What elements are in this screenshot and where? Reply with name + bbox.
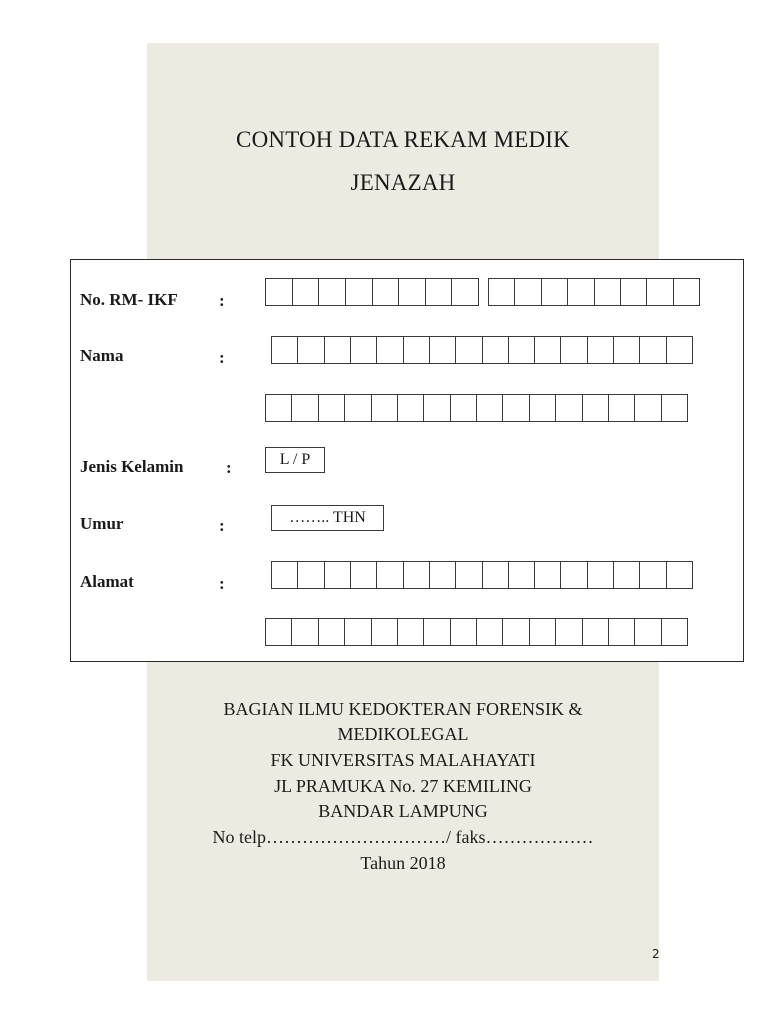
- phone-fax-line: No telp…………………………/ faks………………: [212, 827, 594, 847]
- address-colon: :: [219, 574, 225, 593]
- age-field[interactable]: …….. THN: [271, 505, 384, 531]
- gender-colon: :: [226, 458, 232, 477]
- rm-number-boxes-part-2[interactable]: [488, 278, 700, 306]
- rm-number-label: No. RM- IKF: [80, 290, 178, 309]
- gender-field[interactable]: L / P: [265, 447, 325, 473]
- document-title-line-1: CONTOH DATA REKAM MEDIK: [236, 127, 570, 152]
- rm-number-boxes-part-1[interactable]: [265, 278, 479, 306]
- institution-street-address: JL PRAMUKA No. 27 KEMILING: [274, 776, 532, 796]
- document-title-line-2: JENAZAH: [350, 170, 456, 195]
- institution-department-line-2: MEDIKOLEGAL: [337, 724, 469, 744]
- name-boxes-line-1[interactable]: [271, 336, 693, 364]
- institution-department-line-1: BAGIAN ILMU KEDOKTERAN FORENSIK &: [223, 699, 583, 719]
- year-line: Tahun 2018: [360, 853, 446, 873]
- name-label: Nama: [80, 346, 124, 365]
- page-number: 2: [652, 947, 660, 961]
- address-label: Alamat: [80, 572, 134, 591]
- age-label: Umur: [80, 514, 124, 533]
- name-colon: :: [219, 348, 225, 367]
- address-boxes-line-2[interactable]: [265, 618, 688, 646]
- address-boxes-line-1[interactable]: [271, 561, 693, 589]
- age-colon: :: [219, 516, 225, 535]
- gender-label: Jenis Kelamin: [80, 457, 184, 476]
- name-boxes-line-2[interactable]: [265, 394, 688, 422]
- institution-faculty: FK UNIVERSITAS MALAHAYATI: [270, 750, 536, 770]
- rm-number-colon: :: [219, 291, 225, 310]
- institution-city: BANDAR LAMPUNG: [318, 801, 488, 821]
